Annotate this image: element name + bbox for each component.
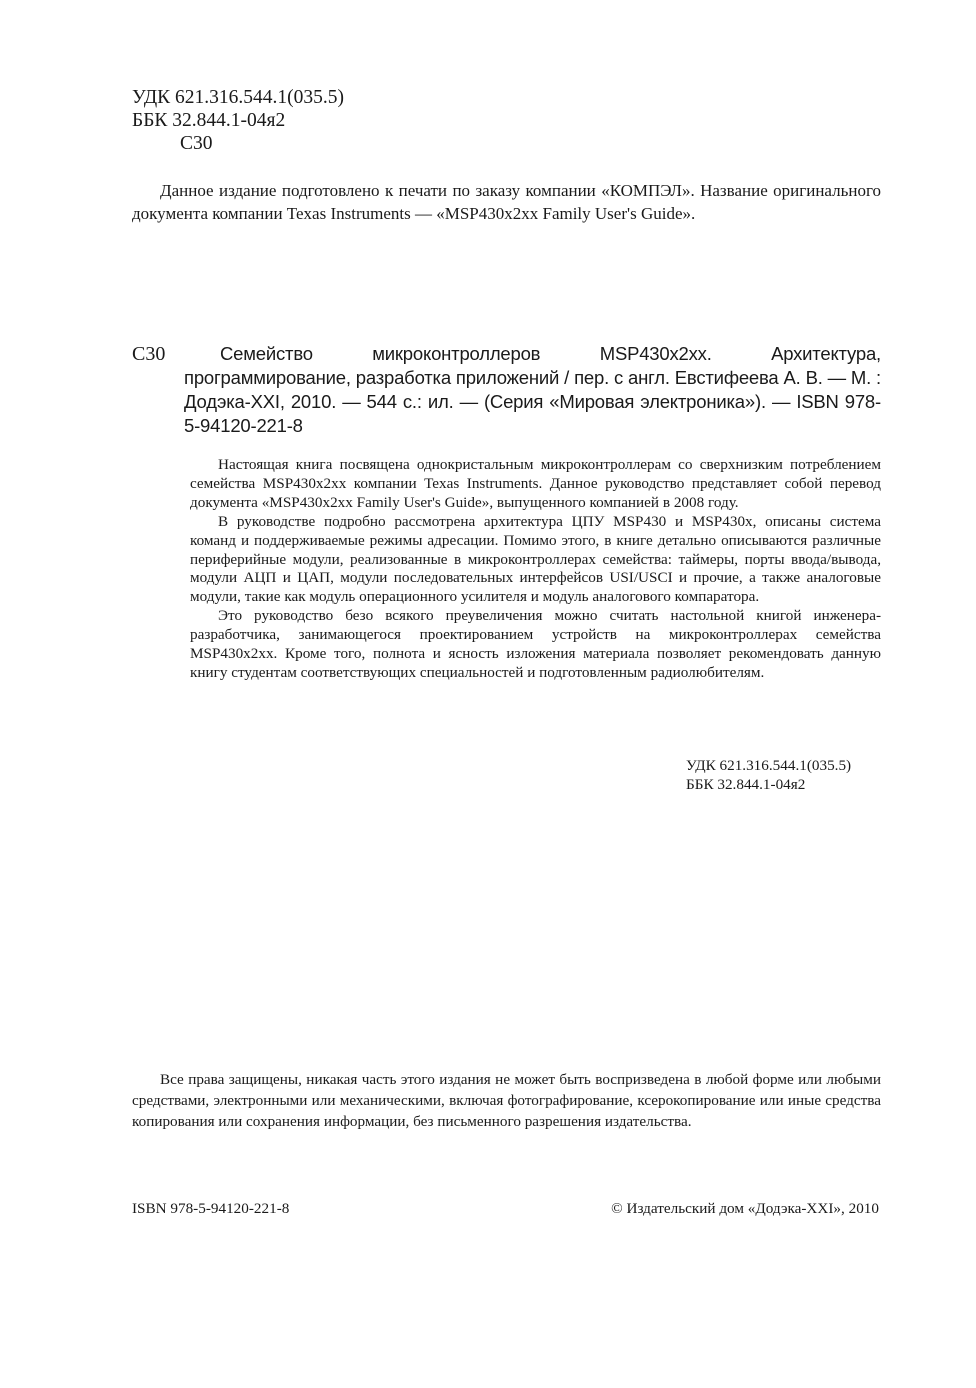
footer-bbk-code: ББК 32.844.1-04я2 [686, 776, 806, 793]
bbk-code: ББК 32.844.1-04я2 [132, 110, 286, 131]
rights-notice: Все права защищены, никакая часть этого издания не может быть воспризведена в любой форме или любыми средствами, электронными или механическими, включая фотографирование, ксерокопирование или иные средства копирования или сохранения информации, без письменного разрешения издательства. [132, 1071, 881, 1130]
preparation-note: Данное издание подготовлено к печати по заказу компании «КОМПЭЛ». Название оригинального документа компании Texas Instruments — «MSP430x2xx Family User's Guide». [132, 181, 881, 223]
footer-udk-code: УДК 621.316.544.1(035.5) [686, 757, 852, 774]
copyright: © Издательский дом «Додэка-XXI», 2010 [611, 1200, 879, 1217]
catalog-entry [184, 342, 881, 438]
abstract-paragraph: В руководстве подробно рассмотрена архитектура ЦПУ MSP430 и MSP430x, описаны система команд и поддерживаемые режимы адресации. Помимо этого, в книге детально описываются различные периферийные модули, реализованные в микроконтроллерах семейства: таймеры, порты ввода/вывода, модули АЦП и ЦАП, модули последовательных интерфейсов USI/USCI и прочие, а также аналоговые модули, такие как модуль операционного усилителя и модуль аналогового компаратора. [190, 512, 881, 606]
isbn: ISBN 978-5-94120-221-8 [132, 1200, 290, 1217]
abstract [190, 456, 881, 683]
author-mark: С30 [180, 133, 213, 154]
abstract-paragraph: Это руководство безо всякого преувеличения можно считать настольной книгой инженера-разработчика, занимающегося проектированием устройств на микроконтроллерах семейства MSP430x2xx. Кроме того, полнота и ясность изложения материала позволяет рекомендовать данную книгу студентам соответствующих специальностей и подготовленным радиолюбителям. [190, 607, 881, 681]
catalog-entry-text: Семейство микроконтроллеров MSP430x2xx. Архитектура, программирование, разработка приложений / пер. с англ. Евстифеева А. В. — М. : Додэка-XXI, 2010. — 544 с.: ил. — (Серия «Мировая электроника»). — ISBN 978-5-94120-221-8 [184, 343, 881, 436]
classification-codes [132, 86, 344, 155]
abstract-paragraph: Настоящая книга посвящена однокристальным микроконтроллерам со сверхнизким потреблением семейства MSP430x2xx компании Texas Instruments. Данное руководство представляет собой перевод документа «MSP430x2xx Family User's Guide», выпущенного компанией в 2008 году. [190, 456, 881, 511]
catalog-entry-code: С30 [132, 343, 166, 365]
udk-code: УДК 621.316.544.1(035.5) [132, 87, 345, 108]
footer-classification-codes [686, 756, 851, 794]
